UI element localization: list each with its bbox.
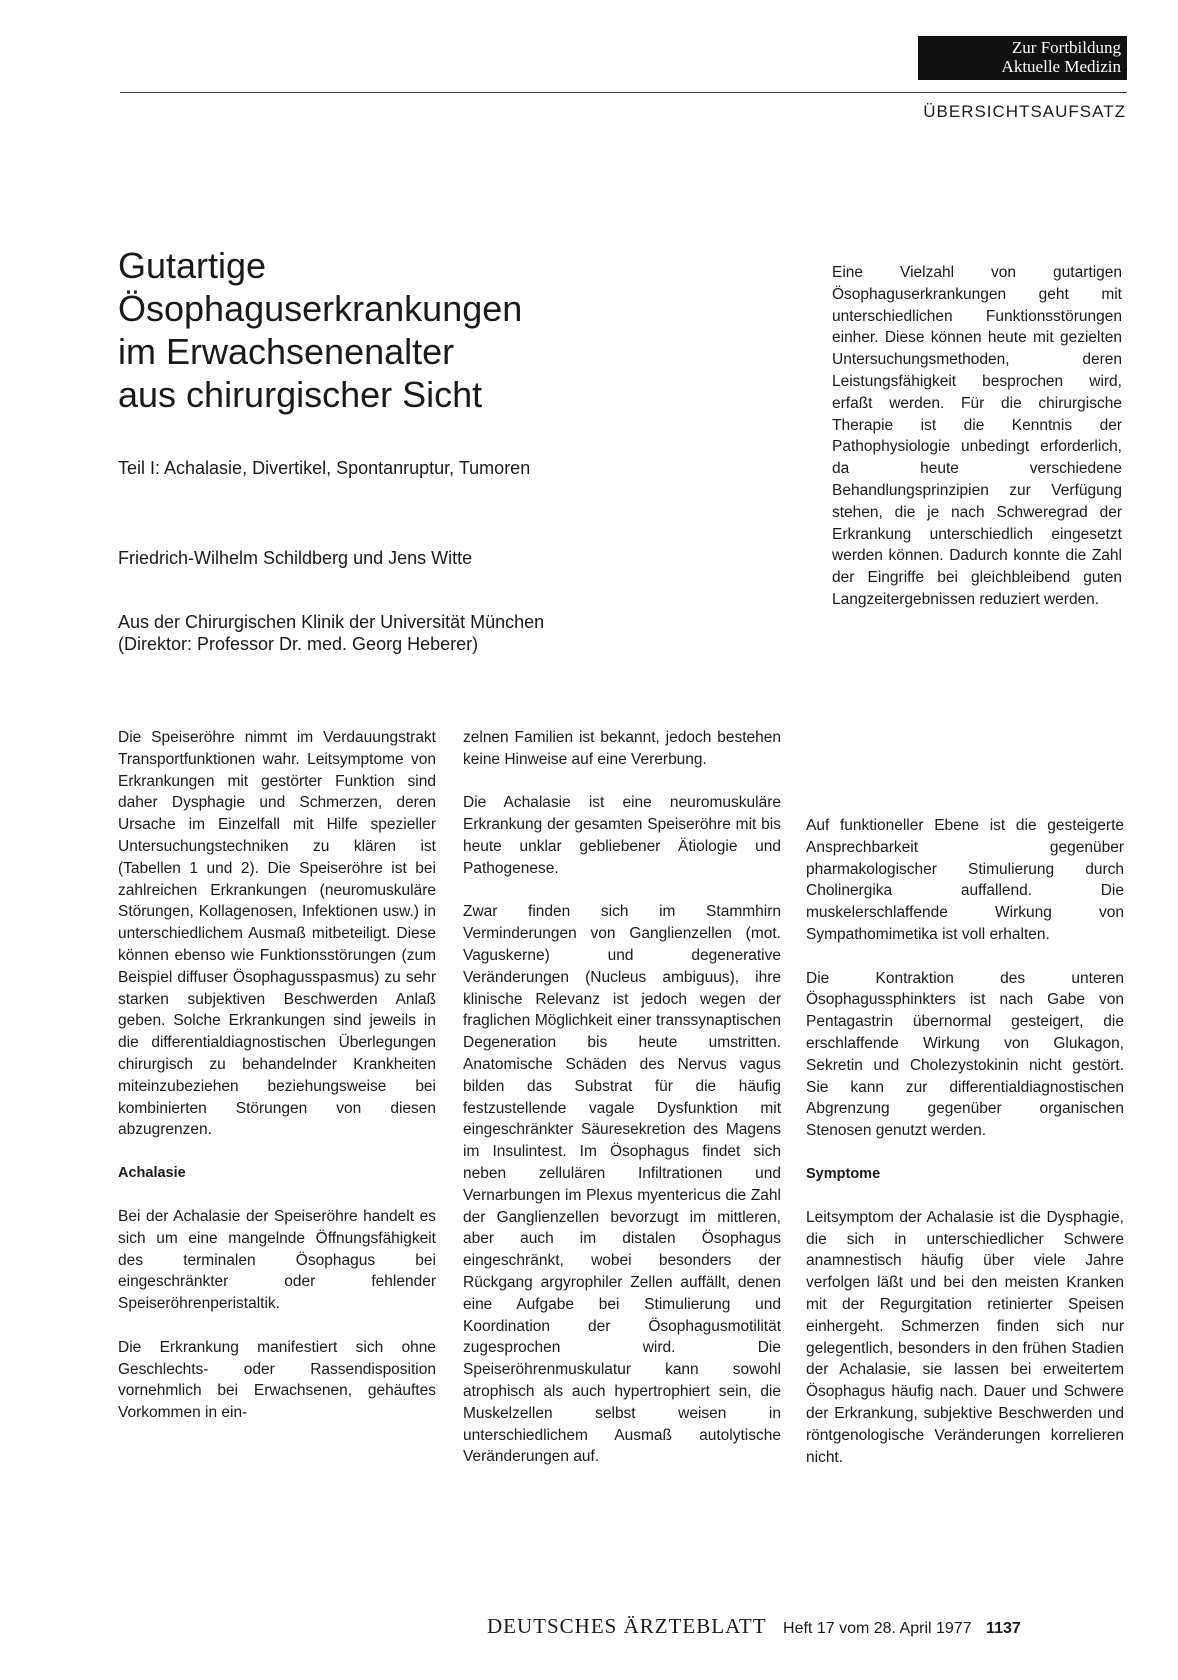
- header-rule: [120, 92, 1127, 93]
- page-number: 1137: [986, 1620, 1021, 1637]
- badge-line-2: Aktuelle Medizin: [1001, 57, 1121, 76]
- body-column-1: [118, 727, 436, 1446]
- summary-text: Eine Vielzahl von gutartigen Ösophaguserkrankungen geht mit unterschiedlichen Funktionsstörungen einher. Diese können heute mit gezielten Untersuchungsmethoden, deren Leistungsfähigkeit besprochen wird, erfaßt werden. Für die chirurgische Therapie ist die Kenntnis der Pathophysiologie unbedingt erforderlich, da heute verschiedene Behandlungsprinzipien zur Verfügung stehen, die je nach Schweregrad der Erkrankung unterschiedlich eingesetzt werden können. Dadurch konnte die Zahl der Eingriffe bei gleichbleibend guten Langzeitergebnissen reduziert werden.: [832, 264, 1122, 608]
- article-summary: [832, 262, 1122, 611]
- article-affiliation: [118, 611, 544, 655]
- issue-info: Heft 17 vom 28. April 1977: [783, 1620, 972, 1637]
- section-heading-symptome: Symptome: [806, 1165, 881, 1182]
- page-footer: [487, 1614, 1127, 1639]
- body-column-2: [463, 727, 781, 1490]
- journal-name: DEUTSCHES ÄRZTEBLATT: [487, 1614, 767, 1638]
- paragraph: Die Kontraktion des unteren Ösophagussphinkters ist nach Gabe von Pentagastrin übernormal gesteigert, die erschlaffende Wirkung von Glukagon, Sekretin und Cholezystokinin nicht gestört. Sie kann zur differentialdiagnostischen Abgrenzung gegenüber organischen Stenosen genutzt werden.: [806, 969, 1124, 1140]
- body-column-3: [806, 815, 1124, 1490]
- affiliation-line-2: (Direktor: Professor Dr. med. Georg Heberer): [118, 634, 479, 654]
- article-authors: Friedrich-Wilhelm Schildberg und Jens Witte: [118, 548, 473, 568]
- paragraph: Die Achalasie ist eine neuromuskuläre Erkrankung der gesamten Speiseröhre mit bis heute unklar gebliebener Ätiologie und Pathogenese.: [463, 794, 781, 877]
- title-line-4: aus chirurgischer Sicht: [118, 374, 483, 415]
- section-heading-achalasie: Achalasie: [118, 1164, 186, 1181]
- section-label: ÜBERSICHTSAUFSATZ: [923, 102, 1126, 121]
- title-line-3: im Erwachsenenalter: [118, 331, 455, 372]
- paragraph: zelnen Familien ist bekannt, jedoch bestehen keine Hinweise auf eine Vererbung.: [463, 729, 781, 768]
- section-badge: [918, 36, 1127, 80]
- paragraph: Die Erkrankung manifestiert sich ohne Geschlechts- oder Rassendisposition vornehmlich bei Erwachsenen, gehäuftes Vorkommen in ein-: [118, 1338, 436, 1422]
- title-line-2: Ösophaguserkrankungen: [118, 288, 523, 329]
- paragraph: Bei der Achalasie der Speiseröhre handelt es sich um eine mangelnde Öffnungsfähigkeit des terminalen Ösophagus bei eingeschränkter oder fehlender Speiseröhrenperistaltik.: [118, 1207, 436, 1313]
- title-line-1: Gutartige: [118, 245, 267, 286]
- article-title: [118, 244, 678, 416]
- badge-line-1: Zur Fortbildung: [1011, 38, 1121, 57]
- paragraph: Zwar finden sich im Stammhirn Verminderungen von Ganglienzellen (mot. Vaguskerne) und degenerative Veränderungen (Nucleus ambiguus), ihre klinische Relevanz ist jedoch wegen der fraglichen Möglichkeit einer transsynaptischen Degeneration bis heute umstritten. Anatomische Schäden des Nervus vagus bilden das Substrat für die häufig festzustellende vagale Dysfunktion mit eingeschränkter Säuresekretion des Magens im Insulintest. Im Ösophagus findet sich neben zellulären Infiltrationen und Vernarbungen im Plexus myentericus die Zahl der Ganglienzellen bevorzugt im mittleren, aber auch im distalen Ösophagus eingeschränkt, wobei besonders der Rückgang argyrophiler Zellen auffällt, denen eine Aufgabe bei Stimulierung und Koordination der Ösophagusmotilität zugesprochen wird. Die Speiseröhrenmuskulatur kann sowohl atrophisch als auch hypertrophiert sein, die Muskelzellen selbst weisen in unterschiedlichem Ausmaß autolytische Veränderungen auf.: [463, 903, 781, 1466]
- paragraph: Die Speiseröhre nimmt im Verdauungstrakt Transportfunktionen wahr. Leitsymptome von Erkrankungen mit gestörter Funktion sind daher Dysphagie und Schmerzen, deren Ursache im Einzelfall mit Hilfe spezieller Untersuchungstechniken zu klären ist (Tabellen 1 und 2). Die Speiseröhre ist bei zahlreichen Erkrankungen (neuromuskuläre Störungen, Kollagenosen, Infektionen usw.) in unterschiedlichem Ausmaß mitbeteiligt. Diese können ebenso wie Funktionsstörungen (zum Beispiel diffuser Ösophagusspasmus) zu sehr starken subjektiven Beschwerden Anlaß geben. Solche Erkrankungen sind jeweils in die differentialdiagnostischen Überlegungen chirurgisch zu behandelnder Krankheiten miteinzubeziehen beziehungsweise bei kombinierten Störungen von diesen abzugrenzen.: [118, 729, 436, 1139]
- paragraph: Leitsymptom der Achalasie ist die Dysphagie, die sich in unterschiedlicher Schwere anamnestisch häufig über viele Jahre verfolgen läßt und bei den meisten Kranken mit der Regurgitation retinierter Speisen einhergeht. Schmerzen finden sich nur gelegentlich, besonders in den frühen Stadien der Achalasie, sie lassen bei erweitertem Ösophagus häufig nach. Dauer und Schwere der Erkrankung, subjektive Beschwerden und röntgenologische Veränderungen korrelieren nicht.: [806, 1208, 1124, 1466]
- affiliation-line-1: Aus der Chirurgischen Klinik der Universität München: [118, 612, 545, 632]
- article-subtitle: Teil I: Achalasie, Divertikel, Spontanruptur, Tumoren: [118, 458, 531, 478]
- paragraph: Auf funktioneller Ebene ist die gesteigerte Ansprechbarkeit gegenüber pharmakologischer Stimulierung durch Cholinergika auffallend. Die muskelerschlaffende Wirkung von Sympathomimetika ist voll erhalten.: [806, 817, 1124, 943]
